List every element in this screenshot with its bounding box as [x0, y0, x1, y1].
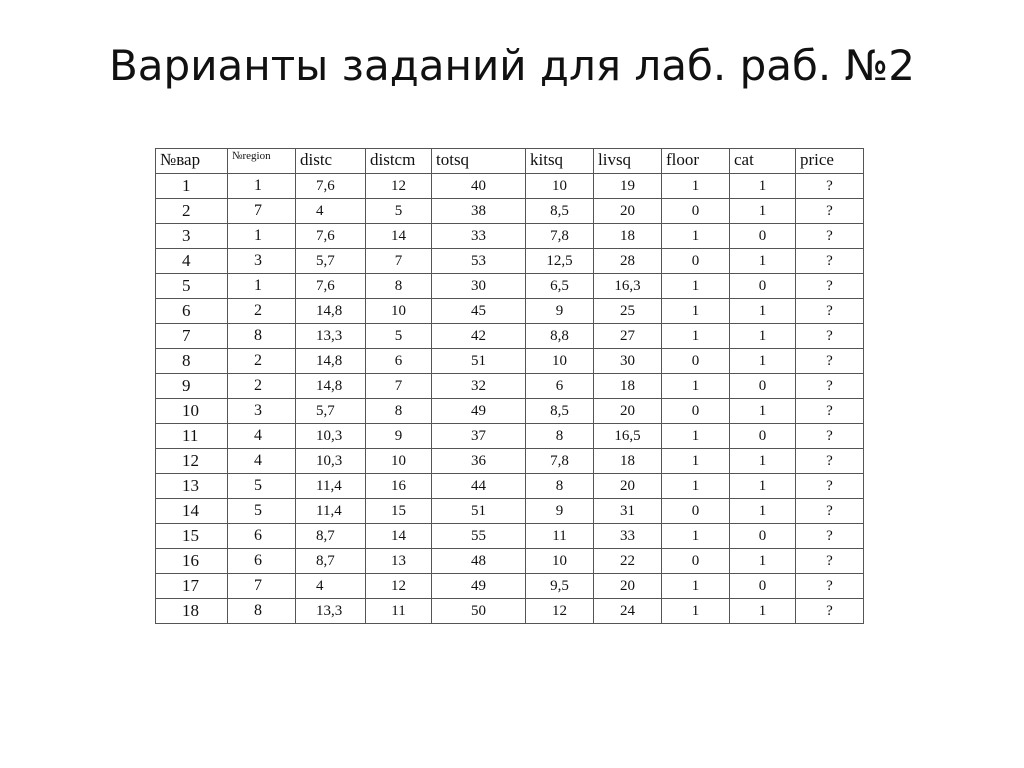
- cell-cat: 1: [730, 599, 796, 624]
- cell-region: 8: [228, 599, 296, 624]
- cell-floor: 0: [662, 399, 730, 424]
- cell-variant: 10: [156, 399, 228, 424]
- cell-variant: 9: [156, 374, 228, 399]
- cell-distcm: 12: [366, 574, 432, 599]
- cell-totsq: 38: [432, 199, 526, 224]
- cell-variant: 12: [156, 449, 228, 474]
- cell-floor: 1: [662, 599, 730, 624]
- table-row: [156, 499, 864, 524]
- table-row: [156, 449, 864, 474]
- cell-livsq: 28: [594, 249, 662, 274]
- cell-price: ?: [796, 424, 864, 449]
- cell-totsq: 49: [432, 399, 526, 424]
- header-livsq: livsq: [594, 149, 662, 174]
- table-row: [156, 399, 864, 424]
- cell-variant: 15: [156, 524, 228, 549]
- cell-distcm: 8: [366, 399, 432, 424]
- cell-livsq: 19: [594, 174, 662, 199]
- cell-distc: 14,8: [296, 374, 366, 399]
- cell-totsq: 30: [432, 274, 526, 299]
- cell-distcm: 5: [366, 199, 432, 224]
- cell-distcm: 6: [366, 349, 432, 374]
- cell-price: ?: [796, 374, 864, 399]
- cell-livsq: 18: [594, 374, 662, 399]
- cell-cat: 0: [730, 224, 796, 249]
- cell-floor: 1: [662, 424, 730, 449]
- cell-cat: 1: [730, 399, 796, 424]
- cell-totsq: 53: [432, 249, 526, 274]
- cell-totsq: 36: [432, 449, 526, 474]
- cell-totsq: 33: [432, 224, 526, 249]
- header-kitsq: kitsq: [526, 149, 594, 174]
- cell-cat: 0: [730, 374, 796, 399]
- cell-floor: 1: [662, 299, 730, 324]
- cell-livsq: 27: [594, 324, 662, 349]
- cell-distc: 5,7: [296, 399, 366, 424]
- cell-distcm: 13: [366, 549, 432, 574]
- cell-distcm: 9: [366, 424, 432, 449]
- cell-region: 4: [228, 424, 296, 449]
- cell-variant: 4: [156, 249, 228, 274]
- cell-floor: 1: [662, 449, 730, 474]
- cell-kitsq: 9: [526, 299, 594, 324]
- cell-kitsq: 7,8: [526, 224, 594, 249]
- cell-cat: 1: [730, 324, 796, 349]
- cell-kitsq: 10: [526, 174, 594, 199]
- cell-livsq: 18: [594, 224, 662, 249]
- cell-cat: 1: [730, 474, 796, 499]
- cell-distc: 4: [296, 199, 366, 224]
- cell-distcm: 15: [366, 499, 432, 524]
- cell-livsq: 20: [594, 474, 662, 499]
- cell-cat: 0: [730, 424, 796, 449]
- cell-kitsq: 8: [526, 424, 594, 449]
- cell-price: ?: [796, 474, 864, 499]
- table-row: [156, 324, 864, 349]
- cell-cat: 1: [730, 199, 796, 224]
- table-row: [156, 274, 864, 299]
- cell-distc: 11,4: [296, 474, 366, 499]
- cell-kitsq: 8,5: [526, 399, 594, 424]
- cell-region: 7: [228, 199, 296, 224]
- cell-distcm: 10: [366, 299, 432, 324]
- cell-variant: 2: [156, 199, 228, 224]
- cell-cat: 1: [730, 549, 796, 574]
- cell-totsq: 55: [432, 524, 526, 549]
- table-row: [156, 349, 864, 374]
- header-cat: cat: [730, 149, 796, 174]
- cell-kitsq: 11: [526, 524, 594, 549]
- cell-variant: 13: [156, 474, 228, 499]
- cell-variant: 1: [156, 174, 228, 199]
- cell-totsq: 51: [432, 499, 526, 524]
- cell-livsq: 20: [594, 199, 662, 224]
- cell-variant: 8: [156, 349, 228, 374]
- cell-floor: 0: [662, 499, 730, 524]
- cell-variant: 14: [156, 499, 228, 524]
- table-row: [156, 549, 864, 574]
- cell-distc: 5,7: [296, 249, 366, 274]
- cell-region: 6: [228, 524, 296, 549]
- cell-cat: 1: [730, 449, 796, 474]
- cell-distc: 10,3: [296, 424, 366, 449]
- cell-region: 1: [228, 274, 296, 299]
- cell-distc: 10,3: [296, 449, 366, 474]
- cell-variant: 6: [156, 299, 228, 324]
- cell-distc: 4: [296, 574, 366, 599]
- cell-distcm: 16: [366, 474, 432, 499]
- cell-floor: 0: [662, 549, 730, 574]
- cell-livsq: 25: [594, 299, 662, 324]
- cell-cat: 0: [730, 274, 796, 299]
- cell-price: ?: [796, 324, 864, 349]
- cell-distc: 7,6: [296, 274, 366, 299]
- cell-totsq: 48: [432, 549, 526, 574]
- cell-totsq: 49: [432, 574, 526, 599]
- cell-region: 1: [228, 174, 296, 199]
- cell-totsq: 32: [432, 374, 526, 399]
- cell-price: ?: [796, 224, 864, 249]
- cell-distc: 8,7: [296, 524, 366, 549]
- cell-floor: 1: [662, 274, 730, 299]
- variants-table: [155, 148, 864, 624]
- cell-totsq: 45: [432, 299, 526, 324]
- cell-livsq: 16,5: [594, 424, 662, 449]
- header-region: №region: [228, 149, 296, 174]
- cell-region: 7: [228, 574, 296, 599]
- cell-kitsq: 6,5: [526, 274, 594, 299]
- table-row: [156, 599, 864, 624]
- cell-distc: 14,8: [296, 299, 366, 324]
- table-header-row: [156, 149, 864, 174]
- cell-region: 3: [228, 399, 296, 424]
- header-variant: №вар: [156, 149, 228, 174]
- cell-distc: 11,4: [296, 499, 366, 524]
- cell-price: ?: [796, 449, 864, 474]
- cell-cat: 1: [730, 499, 796, 524]
- cell-distcm: 7: [366, 249, 432, 274]
- cell-totsq: 50: [432, 599, 526, 624]
- cell-floor: 1: [662, 374, 730, 399]
- cell-floor: 1: [662, 174, 730, 199]
- cell-distcm: 14: [366, 524, 432, 549]
- cell-kitsq: 12: [526, 599, 594, 624]
- cell-price: ?: [796, 349, 864, 374]
- cell-kitsq: 8,8: [526, 324, 594, 349]
- cell-region: 4: [228, 449, 296, 474]
- cell-floor: 0: [662, 199, 730, 224]
- cell-kitsq: 12,5: [526, 249, 594, 274]
- cell-price: ?: [796, 499, 864, 524]
- table-row: [156, 299, 864, 324]
- cell-floor: 0: [662, 249, 730, 274]
- cell-totsq: 42: [432, 324, 526, 349]
- cell-kitsq: 9: [526, 499, 594, 524]
- cell-price: ?: [796, 274, 864, 299]
- cell-distc: 13,3: [296, 324, 366, 349]
- cell-variant: 7: [156, 324, 228, 349]
- header-price: price: [796, 149, 864, 174]
- cell-distcm: 11: [366, 599, 432, 624]
- cell-cat: 0: [730, 574, 796, 599]
- cell-livsq: 31: [594, 499, 662, 524]
- cell-variant: 17: [156, 574, 228, 599]
- cell-cat: 1: [730, 349, 796, 374]
- cell-kitsq: 10: [526, 549, 594, 574]
- cell-price: ?: [796, 524, 864, 549]
- table-row: [156, 574, 864, 599]
- cell-region: 3: [228, 249, 296, 274]
- cell-livsq: 16,3: [594, 274, 662, 299]
- cell-totsq: 44: [432, 474, 526, 499]
- cell-region: 2: [228, 349, 296, 374]
- cell-price: ?: [796, 199, 864, 224]
- table-row: [156, 224, 864, 249]
- cell-floor: 1: [662, 224, 730, 249]
- cell-cat: 1: [730, 299, 796, 324]
- cell-price: ?: [796, 549, 864, 574]
- cell-livsq: 22: [594, 549, 662, 574]
- cell-variant: 3: [156, 224, 228, 249]
- cell-livsq: 20: [594, 574, 662, 599]
- cell-price: ?: [796, 574, 864, 599]
- cell-region: 1: [228, 224, 296, 249]
- cell-totsq: 40: [432, 174, 526, 199]
- table-row: [156, 424, 864, 449]
- cell-distcm: 8: [366, 274, 432, 299]
- cell-kitsq: 7,8: [526, 449, 594, 474]
- cell-kitsq: 10: [526, 349, 594, 374]
- cell-region: 5: [228, 499, 296, 524]
- table-row: [156, 474, 864, 499]
- cell-floor: 1: [662, 524, 730, 549]
- cell-cat: 0: [730, 524, 796, 549]
- cell-livsq: 33: [594, 524, 662, 549]
- cell-variant: 16: [156, 549, 228, 574]
- cell-price: ?: [796, 299, 864, 324]
- cell-kitsq: 8,5: [526, 199, 594, 224]
- cell-variant: 18: [156, 599, 228, 624]
- cell-kitsq: 8: [526, 474, 594, 499]
- cell-variant: 5: [156, 274, 228, 299]
- cell-totsq: 37: [432, 424, 526, 449]
- cell-floor: 1: [662, 474, 730, 499]
- cell-region: 6: [228, 549, 296, 574]
- cell-distc: 13,3: [296, 599, 366, 624]
- table-body: [156, 174, 864, 624]
- cell-floor: 0: [662, 349, 730, 374]
- cell-distcm: 5: [366, 324, 432, 349]
- header-floor: floor: [662, 149, 730, 174]
- table-row: [156, 374, 864, 399]
- table-row: [156, 524, 864, 549]
- cell-price: ?: [796, 174, 864, 199]
- header-distc: distc: [296, 149, 366, 174]
- cell-cat: 1: [730, 174, 796, 199]
- table-row: [156, 249, 864, 274]
- cell-distcm: 12: [366, 174, 432, 199]
- cell-variant: 11: [156, 424, 228, 449]
- cell-livsq: 20: [594, 399, 662, 424]
- header-totsq: totsq: [432, 149, 526, 174]
- cell-price: ?: [796, 399, 864, 424]
- cell-distcm: 10: [366, 449, 432, 474]
- cell-floor: 1: [662, 574, 730, 599]
- cell-region: 5: [228, 474, 296, 499]
- cell-distcm: 7: [366, 374, 432, 399]
- cell-region: 8: [228, 324, 296, 349]
- cell-region: 2: [228, 299, 296, 324]
- cell-price: ?: [796, 249, 864, 274]
- cell-livsq: 30: [594, 349, 662, 374]
- cell-floor: 1: [662, 324, 730, 349]
- cell-distc: 7,6: [296, 224, 366, 249]
- cell-livsq: 24: [594, 599, 662, 624]
- cell-totsq: 51: [432, 349, 526, 374]
- table-row: [156, 174, 864, 199]
- cell-livsq: 18: [594, 449, 662, 474]
- cell-distc: 8,7: [296, 549, 366, 574]
- cell-distcm: 14: [366, 224, 432, 249]
- cell-cat: 1: [730, 249, 796, 274]
- cell-distc: 14,8: [296, 349, 366, 374]
- header-distcm: distcm: [366, 149, 432, 174]
- cell-region: 2: [228, 374, 296, 399]
- slide-title: Варианты заданий для лаб. раб. №2: [108, 41, 916, 90]
- cell-kitsq: 9,5: [526, 574, 594, 599]
- cell-distc: 7,6: [296, 174, 366, 199]
- cell-price: ?: [796, 599, 864, 624]
- table-row: [156, 199, 864, 224]
- cell-kitsq: 6: [526, 374, 594, 399]
